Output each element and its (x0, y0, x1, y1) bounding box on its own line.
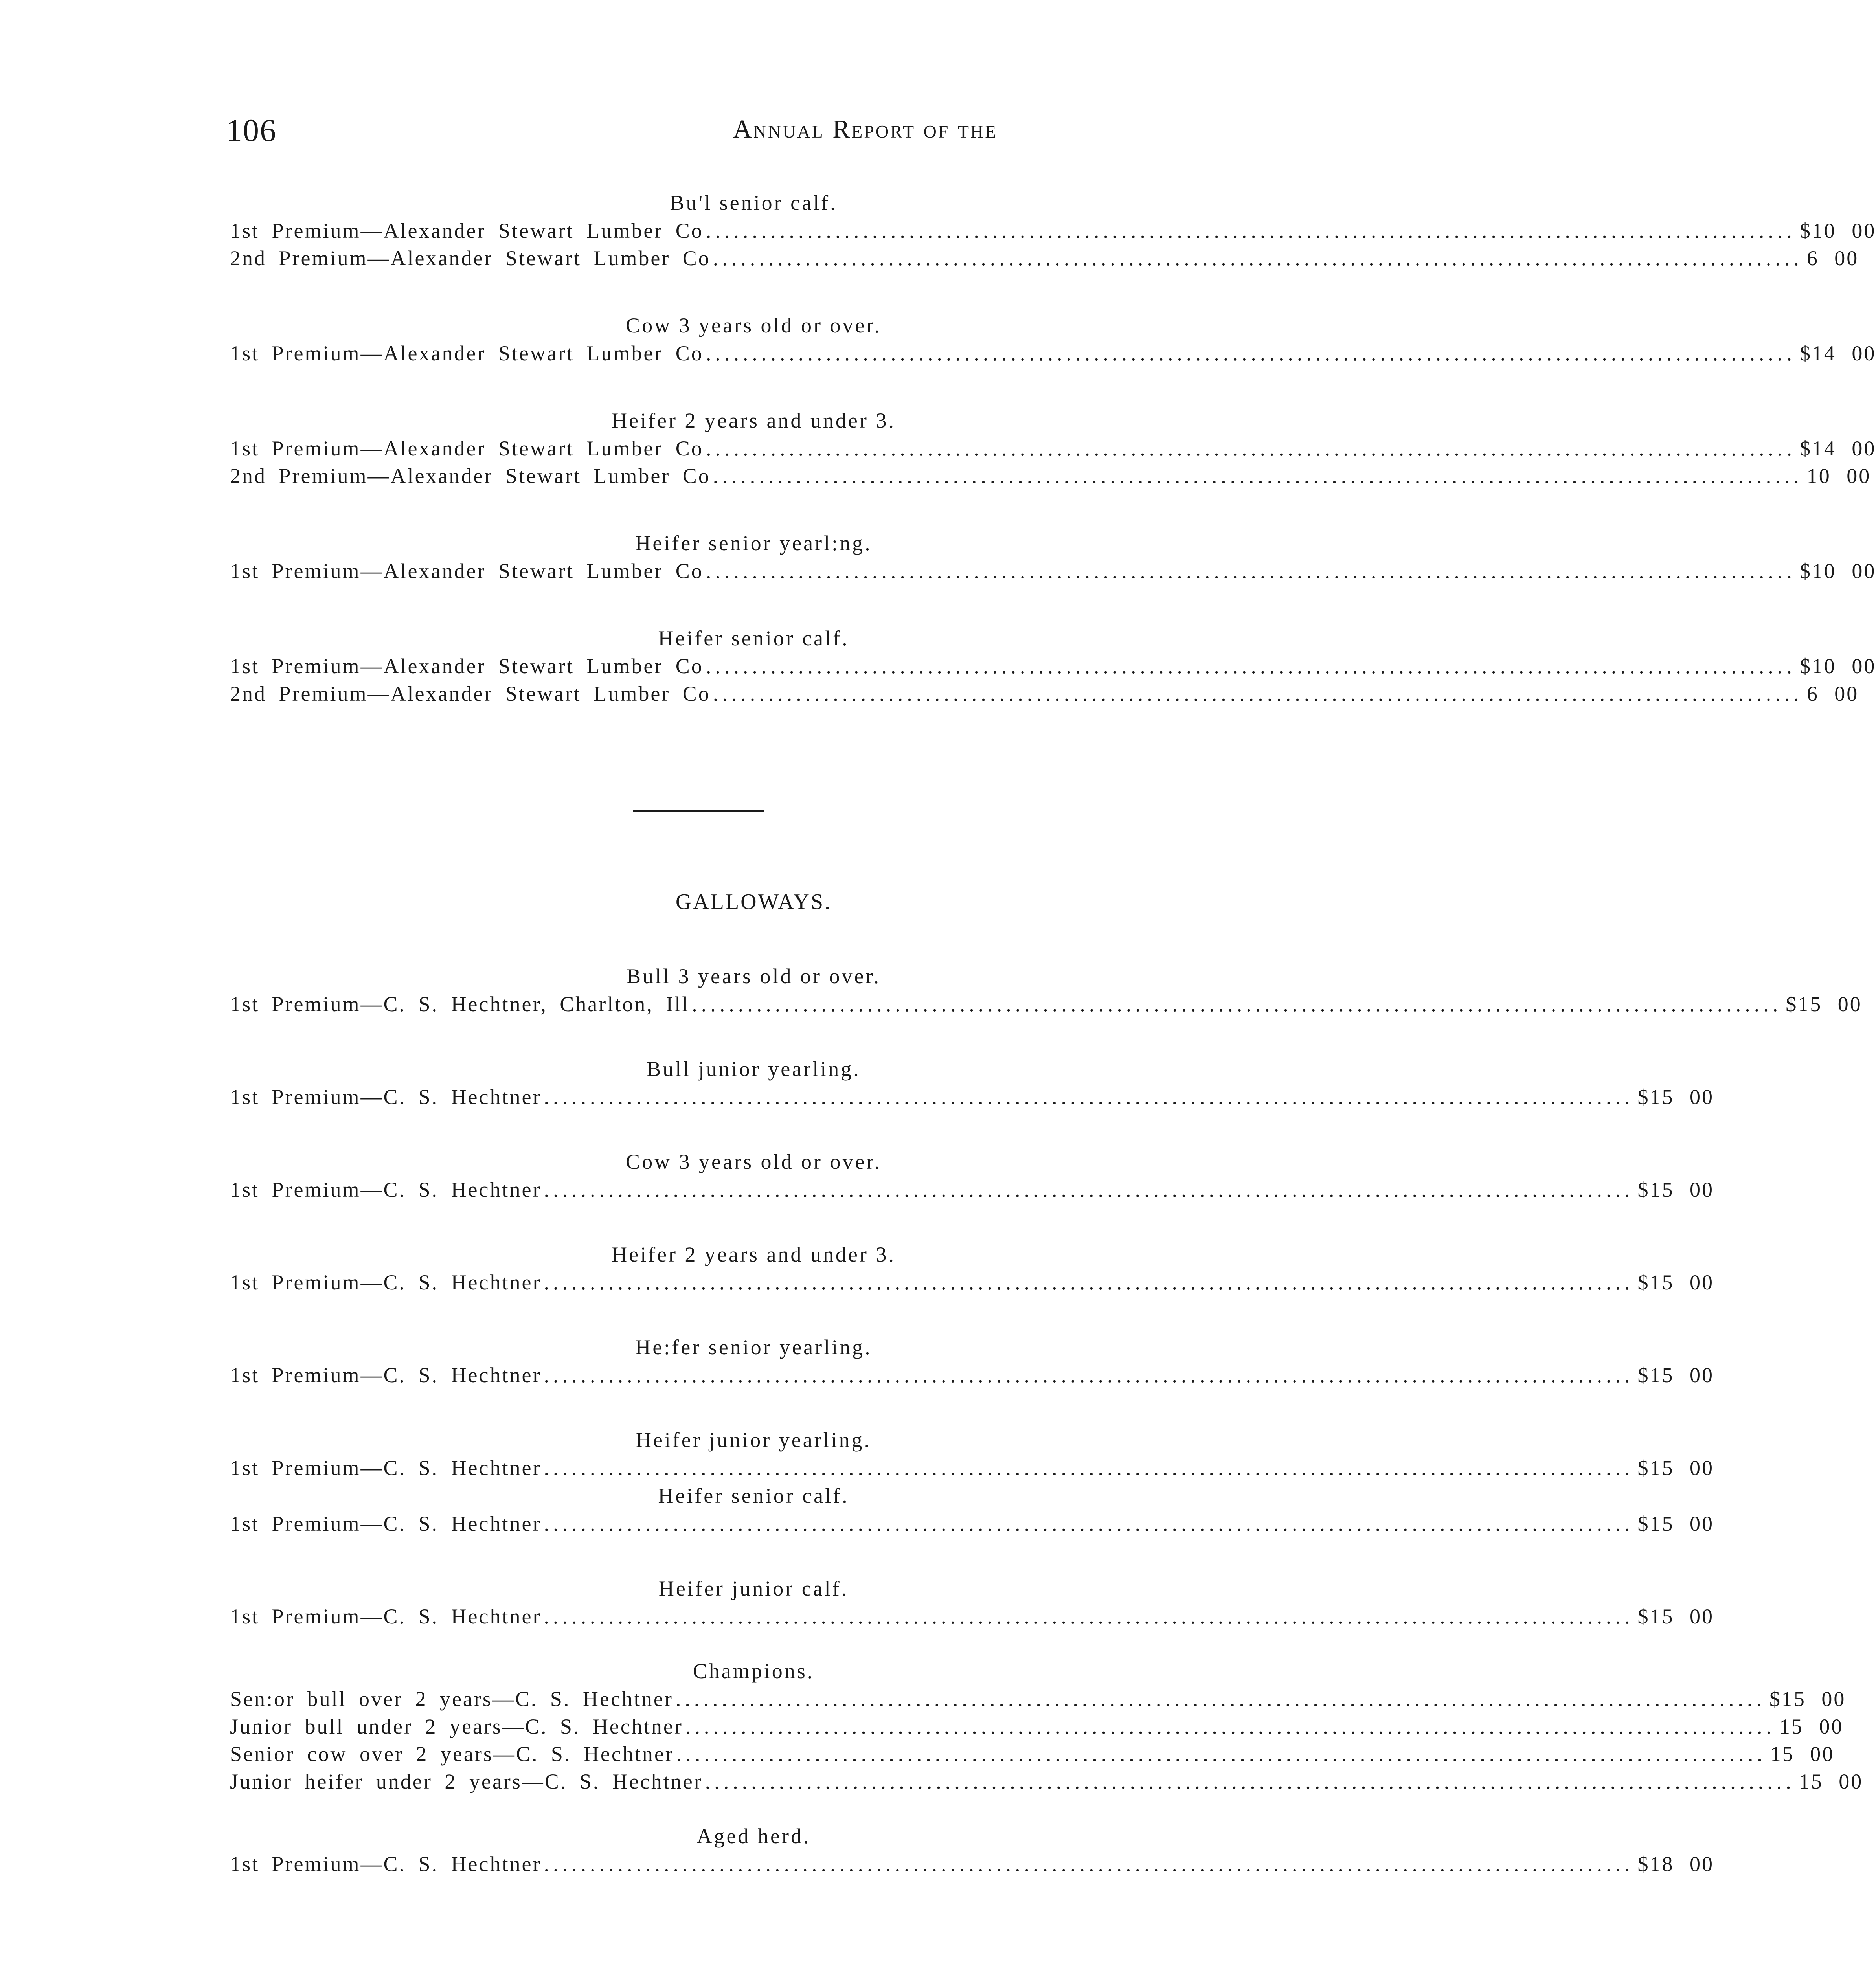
class-title: Heifer senior yearl:ng. (635, 531, 872, 555)
entry-name: 1st Premium—Alexander Stewart Lumber Co (230, 342, 704, 365)
award-entry (230, 680, 1859, 707)
entry-amount: $15 00 (1637, 1178, 1714, 1201)
award-entry (230, 1740, 1835, 1768)
award-entry (230, 340, 1876, 367)
dot-leader: ...................................................................................................................... (713, 464, 1803, 488)
entry-amount: $15 00 (1637, 1605, 1714, 1628)
entry-name: Junior bull under 2 years—C. S. Hechtner (230, 1715, 683, 1738)
entry-name: 1st Premium—C. S. Hechtner (230, 1085, 542, 1109)
section-divider (230, 707, 1171, 884)
entry-amount: $15 00 (1637, 1363, 1714, 1387)
class-block (230, 529, 1876, 585)
entry-amount: $15 00 (1637, 1271, 1714, 1294)
entry-amount: 15 00 (1779, 1715, 1844, 1738)
class-block (230, 1482, 1714, 1537)
award-entry (230, 244, 1859, 272)
class-block (230, 189, 1876, 272)
entry-amount: $14 00 (1799, 342, 1876, 365)
class-block (230, 1055, 1714, 1111)
entry-name: 1st Premium—C. S. Hechtner (230, 1512, 542, 1535)
class-title: Heifer 2 years and under 3. (612, 1243, 896, 1266)
entry-name: 1st Premium—C. S. Hechtner (230, 1178, 542, 1201)
award-entry (230, 462, 1871, 490)
dot-leader: ...................................................................................................................... (713, 246, 1803, 270)
entry-name: 1st Premium—C. S. Hechtner (230, 1852, 542, 1876)
page-header (226, 112, 1169, 155)
class-block (230, 1574, 1714, 1630)
running-head: Annual Report of the (733, 115, 998, 143)
entry-amount: $14 00 (1799, 437, 1876, 460)
award-entry (230, 652, 1876, 680)
dot-leader: ...................................................................................................................... (706, 559, 1796, 583)
class-block (230, 1426, 1714, 1482)
award-entry (230, 990, 1862, 1018)
dot-leader: ...................................................................................................................... (706, 219, 1796, 242)
class-title: Cow 3 years old or over. (626, 1150, 882, 1173)
dot-leader: ...................................................................................................................... (544, 1456, 1634, 1480)
entry-name: 2nd Premium—Alexander Stewart Lumber Co (230, 464, 711, 488)
award-entry (230, 1850, 1714, 1878)
entry-amount: 10 00 (1806, 464, 1871, 488)
dot-leader: ...................................................................................................................... (544, 1605, 1634, 1628)
award-entry (230, 1713, 1844, 1740)
entry-name: Senior cow over 2 years—C. S. Hechtner (230, 1742, 674, 1766)
award-entry (230, 557, 1876, 585)
entry-name: 1st Premium—C. S. Hechtner, Charlton, Ill (230, 992, 690, 1016)
entry-amount: 6 00 (1806, 682, 1859, 705)
entry-name: 1st Premium—Alexander Stewart Lumber Co (230, 654, 704, 678)
entry-name: Sen:or bull over 2 years—C. S. Hechtner (230, 1687, 673, 1711)
class-block (230, 1148, 1714, 1203)
entry-amount: 15 00 (1799, 1770, 1863, 1793)
award-entry (230, 1603, 1714, 1630)
class-block (230, 406, 1876, 490)
entry-name: 1st Premium—Alexander Stewart Lumber Co (230, 219, 704, 242)
dot-leader: ...................................................................................................................... (675, 1687, 1766, 1711)
dot-leader: ...................................................................................................................... (706, 342, 1796, 365)
dot-leader: ...................................................................................................................... (544, 1271, 1634, 1294)
award-entry (230, 1510, 1714, 1537)
award-entry (230, 217, 1876, 244)
class-title: Heifer senior calf. (658, 626, 849, 650)
class-title: Heifer junior calf. (658, 1577, 849, 1600)
entry-amount: $15 00 (1769, 1687, 1846, 1711)
class-block-aged-herd (230, 1822, 1714, 1878)
award-entry (230, 1361, 1714, 1389)
class-block (230, 1333, 1714, 1389)
entry-amount: 6 00 (1806, 246, 1859, 270)
entry-amount: $10 00 (1799, 559, 1876, 583)
class-block (230, 962, 1862, 1018)
dot-leader: ...................................................................................................................... (713, 682, 1803, 705)
class-block (230, 624, 1876, 707)
class-title: Champions. (693, 1659, 815, 1683)
class-title: Bu'l senior calf. (670, 191, 838, 215)
dot-leader: ...................................................................................................................... (685, 1715, 1775, 1738)
section-stewart-lumber (230, 189, 1876, 707)
dot-leader: ...................................................................................................................... (706, 437, 1796, 460)
class-title: He:fer senior yearling. (635, 1335, 872, 1359)
class-title: Heifer 2 years and under 3. (612, 409, 896, 432)
dot-leader: ...................................................................................................................... (544, 1363, 1634, 1387)
dot-leader: ...................................................................................................................... (705, 1770, 1795, 1793)
entry-amount: $10 00 (1799, 654, 1876, 678)
class-title: Bull junior yearling. (647, 1057, 861, 1081)
dot-leader: ...................................................................................................................... (544, 1085, 1634, 1109)
entry-name: 2nd Premium—Alexander Stewart Lumber Co (230, 246, 711, 270)
entry-amount: $15 00 (1637, 1456, 1714, 1480)
entry-name: 1st Premium—C. S. Hechtner (230, 1271, 542, 1294)
dot-leader: ...................................................................................................................... (544, 1178, 1634, 1201)
class-block (230, 311, 1876, 367)
section-galloways (230, 884, 1863, 1878)
entry-name: 1st Premium—C. S. Hechtner (230, 1363, 542, 1387)
entry-amount: $15 00 (1637, 1512, 1714, 1535)
award-entry (230, 1176, 1714, 1203)
page-content (230, 189, 1876, 1878)
dot-leader: ...................................................................................................................... (544, 1852, 1634, 1876)
dot-leader: ...................................................................................................................... (676, 1742, 1766, 1766)
class-title: Bull 3 years old or over. (627, 964, 881, 988)
dot-leader: ...................................................................................................................... (544, 1512, 1634, 1535)
dot-leader: ...................................................................................................................... (706, 654, 1796, 678)
entry-amount: $15 00 (1637, 1085, 1714, 1109)
entry-amount: $18 00 (1637, 1852, 1714, 1876)
award-entry (230, 1685, 1846, 1713)
class-title: Heifer junior yearling. (636, 1428, 872, 1452)
class-block (230, 1240, 1714, 1296)
entry-name: 1st Premium—C. S. Hechtner (230, 1456, 542, 1480)
award-entry (230, 1083, 1714, 1111)
award-entry (230, 1454, 1714, 1482)
award-entry (230, 435, 1876, 462)
class-title: Heifer senior calf. (658, 1484, 849, 1508)
award-entry (230, 1269, 1714, 1296)
entry-name: 1st Premium—Alexander Stewart Lumber Co (230, 437, 704, 460)
class-block-champions (230, 1657, 1863, 1795)
entry-name: Junior heifer under 2 years—C. S. Hechtner (230, 1770, 703, 1793)
class-title: Cow 3 years old or over. (626, 314, 882, 337)
entry-name: 1st Premium—Alexander Stewart Lumber Co (230, 559, 704, 583)
class-title: Aged herd. (696, 1824, 811, 1848)
entry-amount: $15 00 (1786, 992, 1862, 1016)
entry-name: 2nd Premium—Alexander Stewart Lumber Co (230, 682, 711, 705)
entry-amount: 15 00 (1770, 1742, 1835, 1766)
divider-rule (633, 810, 764, 812)
page-number: 106 (226, 112, 277, 148)
award-entry (230, 1768, 1863, 1795)
entry-name: 1st Premium—C. S. Hechtner (230, 1605, 542, 1628)
dot-leader: ...................................................................................................................... (692, 992, 1782, 1016)
section-heading: GALLOWAYS. (675, 890, 832, 914)
entry-amount: $10 00 (1799, 219, 1876, 242)
